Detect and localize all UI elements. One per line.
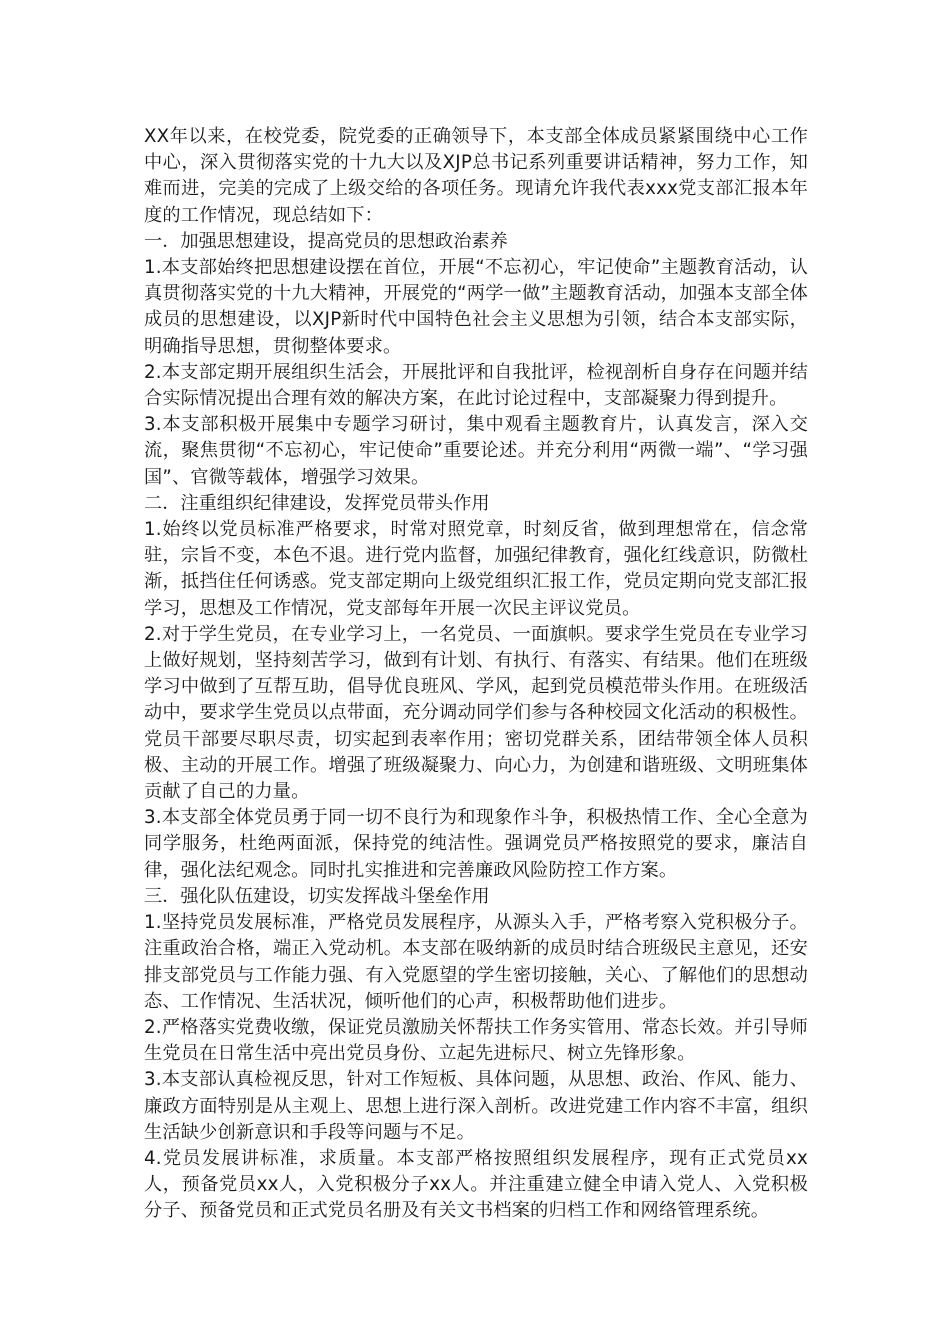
intro-paragraph: XX年以来，在校党委，院党委的正确领导下，本支部全体成员紧紧围绕中心工作中心，深入贯彻落实党的十九大以及XJP总书记系列重要讲话精神，努力工作，知难而进，完美的完成了上级交给的各项任务。现请允许我代表xxx党支部汇报本年度的工作情况，现总结如下： [144,126,808,226]
section-2-item-2: 2.对于学生党员，在专业学习上，一名党员、一面旗帜。要求学生党员在专业学习上做好规划，坚持刻苦学习，做到有计划、有执行、有落实、有结果。他们在班级学习中做到了互帮互助，倡导优良班风、学风，起到党员模范带头作用。在班级活动中，要求学生党员以点带面，充分调动同学们参与各种校园文化活动的积极性。党员干部要尽职尽责，切实起到表率作用；密切党群关系，团结带领全体人员积极、主动的开展工作。增强了班级凝聚力、向心力，为创建和谐班级、文明班集体贡献了自己的力量。 [144,623,808,803]
section-heading-2: 二．注重组织纪律建设，发挥党员带头作用 [144,492,490,514]
section-3-item-2: 2.严格落实党费收缴，保证党员激励关怀帮扶工作务实管用、常态长效。并引导师生党员在日常生活中亮出党员身份、立起先进标尺、树立先锋形象。 [144,1016,808,1065]
section-heading-1: 一．加强思想建设，提高党员的思想政治素养 [144,230,508,252]
section-1-item-1: 1.本支部始终把思想建设摆在首位，开展“不忘初心，牢记使命”主题教育活动，认真贯彻落实党的十九大精神，开展党的“两学一做”主题教育活动，加强本支部全体成员的思想建设，以XJP新时代中国特色社会主义思想为引领，结合本支部实际，明确指导思想，贯彻整体要求。 [144,257,808,357]
section-heading-3: 三．强化队伍建设，切实发挥战斗堡垒作用 [144,885,490,907]
section-1-item-2: 2.本支部定期开展组织生活会，开展批评和自我批评，检视剖析自身存在问题并结合实际情况提出合理有效的解决方案，在此讨论过程中，支部凝聚力得到提升。 [144,361,808,410]
section-3-item-4: 4.党员发展讲标准，求质量。本支部严格按照组织发展程序，现有正式党员xx人，预备党员xx人，入党积极分子xx人。并注重建立健全申请入党人、入党积极分子、预备党员和正式党员名册及有关文书档案的归档工作和网络管理系统。 [144,1147,808,1222]
document-body [144,124,808,1225]
section-2-item-1: 1.始终以党员标准严格要求，时常对照党章，时刻反省，做到理想常在，信念常驻，宗旨不变，本色不退。进行党内监督，加强纪律教育，强化红线意识，防微杜渐，抵挡住任何诱惑。党支部定期向上级党组织汇报工作，党员定期向党支部汇报学习，思想及工作情况，党支部每年开展一次民主评议党员。 [144,519,808,619]
section-3-item-3: 3.本支部认真检视反思，针对工作短板、具体问题，从思想、政治、作风、能力、廉政方面特别是从主观上、思想上进行深入剖析。改进党建工作内容不丰富，组织生活缺少创新意识和手段等问题与不足。 [144,1069,808,1143]
section-1-item-3: 3.本支部积极开展集中专题学习研讨，集中观看主题教育片，认真发言，深入交流，聚焦贯彻“不忘初心，牢记使命”重要论述。并充分利用“两微一端”、“学习强国”、官微等载体，增强学习效果。 [144,414,808,488]
section-3-item-1: 1.坚持党员发展标准，严格党员发展程序，从源头入手，严格考察入党积极分子。注重政治合格，端正入党动机。本支部在吸纳新的成员时结合班级民主意见，还安排支部党员与工作能力强、有入党愿望的学生密切接触，关心、了解他们的思想动态、工作情况、生活状况，倾听他们的心声，积极帮助他们进步。 [144,912,808,1012]
section-2-item-3: 3.本支部全体党员勇于同一切不良行为和现象作斗争，积极热情工作、全心全意为同学服务，杜绝两面派，保持党的纯洁性。强调党员严格按照党的要求，廉洁自律，强化法纪观念。同时扎实推进和完善廉政风险防控工作方案。 [144,807,808,881]
